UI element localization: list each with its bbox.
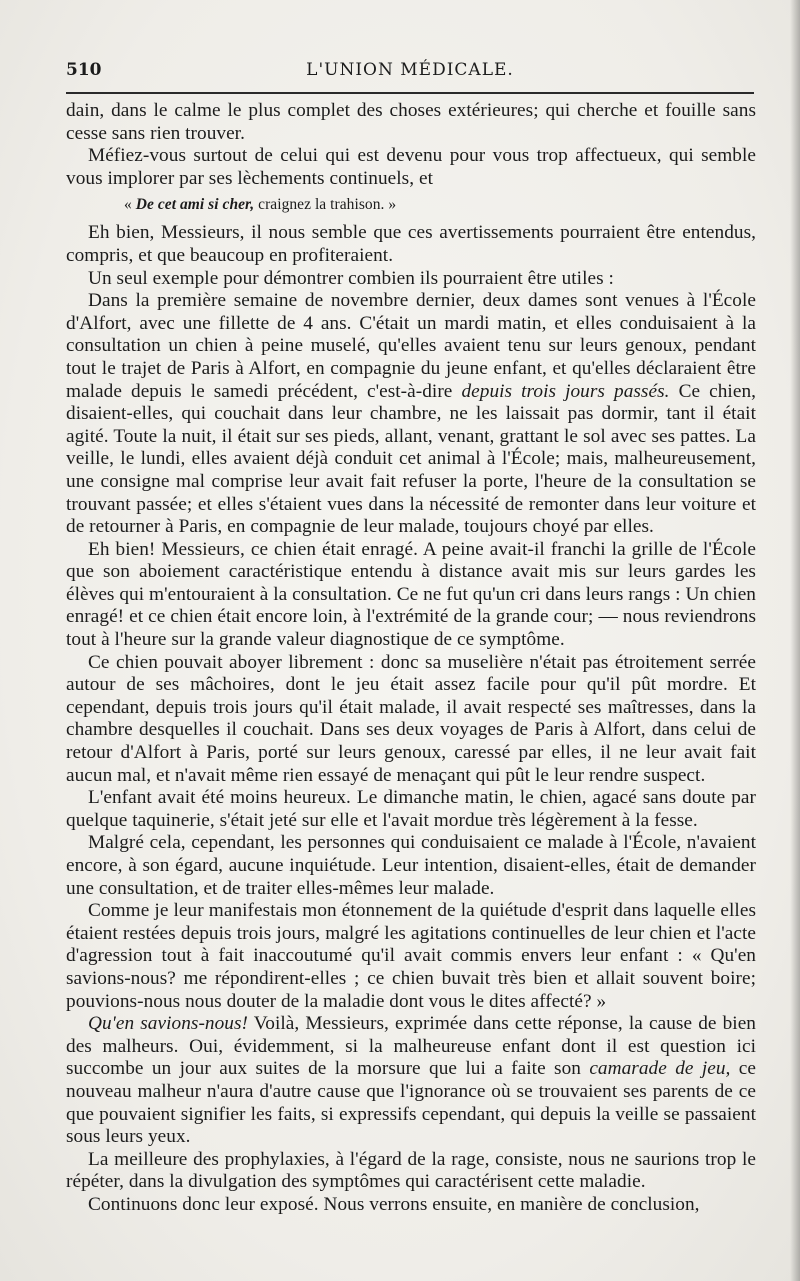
- text-run: Continuons donc leur exposé. Nous verrons ensuite, en manière de conclusion,: [88, 1193, 700, 1215]
- text-run: L'enfant avait été moins heureux. Le dimanche matin, le chien, agacé sans doute par quelque taquinerie, s'était jeté sur elle et l'avait mordue très légèrement à la fesse.: [66, 787, 756, 831]
- text-run: dain, dans le calme le plus complet des choses extérieures; qui cherche et fouille sans cesse sans rien trouver.: [66, 100, 756, 144]
- italic-text: depuis trois jours passés.: [461, 380, 670, 402]
- text-run: Comme je leur manifestais mon étonnement de la quiétude d'esprit dans laquelle elles étaient restées depuis trois jours, malgré les agitations continuelles de leur chien et l'acte d'agression tout à fait inaccoutumé qu'il avait commis envers leur enfant : « Qu'en savions-nous? me répondirent-elles ; ce chien buvait très bien et allait souvent boire; pouvions-nous nous douter de la maladie dont vous le dites affecté? »: [66, 900, 756, 1012]
- page-edge-shadow: [790, 0, 800, 1281]
- running-title: L'UNION MÉDICALE.: [306, 60, 514, 80]
- paragraph: [66, 832, 756, 900]
- italic-text: camarade de jeu,: [589, 1058, 731, 1080]
- paragraph: [66, 539, 756, 652]
- paragraph: [66, 652, 756, 788]
- paragraph: [66, 1013, 756, 1149]
- verse-quote: [66, 194, 756, 216]
- text-run: Un seul exemple pour démontrer combien ils pourraient être utiles :: [88, 267, 614, 289]
- italic-text: De cet ami si cher,: [135, 196, 255, 214]
- text-run: craignez la trahison. »: [254, 196, 397, 214]
- text-run: La meilleure des prophylaxies, à l'égard de la rage, consiste, nous ne saurions trop le répéter, dans la divulgation des symptômes qui caractérisent cette maladie.: [66, 1148, 756, 1193]
- text-run: Méfiez-vous surtout de celui qui est devenu pour vous trop affectueux, qui semble vous implorer par ses lèchements continuels, et: [66, 145, 756, 189]
- paragraph: [66, 1194, 756, 1217]
- header-rule: [66, 92, 754, 94]
- page-number: 510: [66, 60, 102, 80]
- paragraph: [66, 222, 756, 267]
- text-run: Dans la première semaine de novembre dernier, deux dames sont venues à l'École d'Alfort, avec une fillette de 4 ans. C'était un mardi matin, et elles conduisaient à la consultation un chien à peine muselé, qu'elles avaient tenu sur leurs genoux, pendant tout le trajet de Paris à Alfort, en compagnie du jeune enfant, et qu'elles déclaraient être malade depuis le samedi précédent, c'est-à-dire: [66, 290, 756, 402]
- text-run: Voilà, Messieurs, exprimée dans cette réponse, la cause de bien des malheurs. Oui, évidemment, si la malheureuse enfant dont il est question ici succombe un jour aux suites de la morsure que lui a faite son: [66, 1013, 756, 1080]
- text-run: Ce chien, disaient-elles, qui couchait dans leur chambre, ne les laissait pas dormir, tant il était agité. Toute la nuit, il était sur ses pieds, allant, venant, grattant le sol avec ses pattes. La veille, le lundi, elles avaient déjà conduit cet animal à l'École; mais, malheureusement, une consigne mal comprise leur avait fait refuser la porte, l'heure de la consultation se trouvant passée; et elles s'étaient vues dans la nécessité de remonter dans leur voiture et de retourner à Paris, en compagnie de leur malade, toujours choyé par elles.: [66, 380, 756, 538]
- text-run: ce nouveau malheur n'aura d'autre cause que l'ignorance où se trouvaient ses parents de ce que pouvaient signifier les faits, si expressifs cependant, qui depuis la veille se passaient sous leurs yeux.: [66, 1058, 756, 1148]
- paragraph: [66, 900, 756, 1013]
- paragraph: [66, 290, 756, 539]
- paragraph: [66, 787, 756, 832]
- text-run: Malgré cela, cependant, les personnes qui conduisaient ce malade à l'École, n'avaient encore, à son égard, aucune inquiétude. Leur intention, disaient-elles, était de demander une consultation, et de traiter elles-mêmes leur malade.: [66, 832, 756, 899]
- text-run: «: [124, 196, 136, 214]
- page-header: [66, 56, 754, 90]
- text-run: Ce chien pouvait aboyer librement : donc sa muselière n'était pas étroitement serrée autour de ses mâchoires, dont le jeu était assez facile pour qu'il pût mordre. Et cependant, depuis trois jours qu'il était malade, il avait respecté ses maîtresses, dans la chambre desquelles il couchait. Dans ses deux voyages de Paris à Alfort, dans celui de retour d'Alfort à Paris, porté sur leurs genoux, caressé par elles, il ne leur avait fait aucun mal, et n'avait même rien essayé de menaçant qui pût le leur rendre suspect.: [66, 651, 756, 786]
- paragraph: [66, 145, 756, 190]
- italic-text: Qu'en savions-nous!: [88, 1013, 249, 1035]
- paragraph: [66, 1149, 756, 1194]
- paragraph: [66, 268, 756, 291]
- article-body: [66, 100, 756, 1217]
- paragraph: [66, 100, 756, 145]
- text-run: Eh bien! Messieurs, ce chien était enragé. A peine avait-il franchi la grille de l'École que son aboiement caractéristique entendu à distance avait mis sur leurs gardes les élèves qui m'entouraient à la consultation. Ce ne fut qu'un cri dans leurs rangs : Un chien enragé! et ce chien était encore loin, à l'extrémité de la grande cour; — nous reviendrons tout à l'heure sur la grande valeur diagnostique de ce symptôme.: [66, 538, 756, 651]
- text-run: Eh bien, Messieurs, il nous semble que ces avertissements pourraient être entendus, compris, et que beaucoup en profiteraient.: [66, 222, 756, 266]
